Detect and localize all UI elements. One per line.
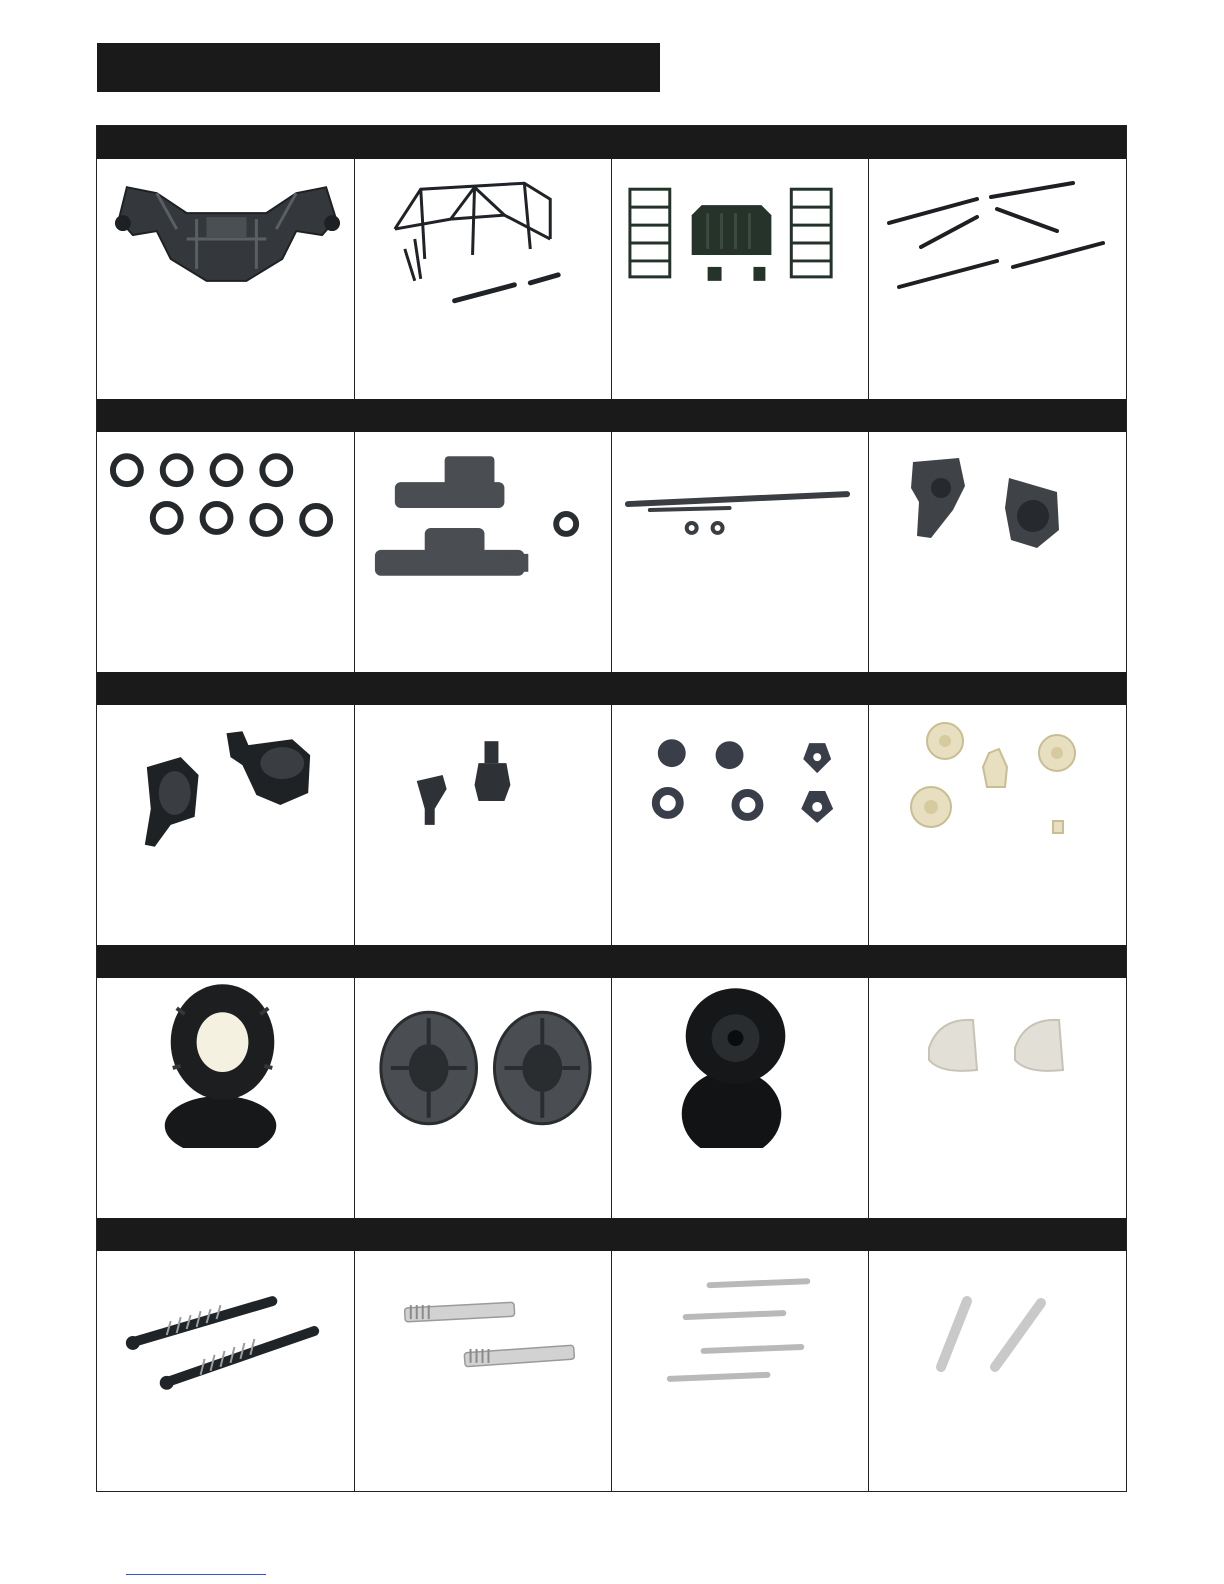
section-header <box>97 126 1126 159</box>
parts-section <box>97 945 1126 1219</box>
gear-set-icon <box>869 705 1126 875</box>
part-cell <box>612 705 869 945</box>
wheel-rims-icon <box>355 978 611 1148</box>
steering-link-icon <box>612 432 868 602</box>
part-cell <box>612 159 869 399</box>
footer-link[interactable] <box>126 1556 266 1575</box>
part-cell <box>97 705 355 945</box>
part-cell <box>869 1251 1126 1492</box>
part-cell <box>612 1251 869 1492</box>
pins-icon <box>612 1251 868 1421</box>
drive-shafts-icon <box>355 1251 611 1421</box>
parts-section <box>97 399 1126 673</box>
wheel-and-tire-assembly-icon <box>612 978 868 1148</box>
light-buckets-icon <box>869 978 1126 1148</box>
part-cell <box>355 1251 612 1492</box>
c-hub-icon <box>869 432 1126 602</box>
dowel-pins-icon <box>869 1251 1126 1421</box>
part-cell <box>97 1251 355 1492</box>
part-cell <box>612 432 869 672</box>
section-header <box>97 945 1126 978</box>
part-cell <box>869 159 1126 399</box>
parts-section <box>97 126 1126 400</box>
part-cell <box>869 705 1126 945</box>
part-cell <box>869 432 1126 672</box>
shock-absorbers-icon <box>97 1251 354 1421</box>
section-header <box>97 399 1126 432</box>
part-cell <box>869 978 1126 1218</box>
chassis-frame-icon <box>97 159 354 329</box>
bearing-rings-icon <box>97 432 354 602</box>
part-cell <box>97 159 355 399</box>
part-cell <box>612 978 869 1218</box>
parts-section <box>97 672 1126 946</box>
parts-grid <box>96 125 1127 1492</box>
page-title <box>97 43 660 92</box>
part-cell <box>355 432 612 672</box>
side-rails-and-battery-tray-icon <box>612 159 868 329</box>
part-cell <box>355 978 612 1218</box>
drive-cups-icon <box>355 705 611 875</box>
steering-knuckle-icon <box>97 705 354 875</box>
parts-section <box>97 1218 1126 1492</box>
axle-housings-icon <box>355 432 611 602</box>
part-cell <box>97 978 355 1218</box>
part-cell <box>355 159 612 399</box>
part-cell <box>355 705 612 945</box>
section-header <box>97 1218 1126 1251</box>
suspension-links-icon <box>869 159 1126 329</box>
part-cell <box>97 432 355 672</box>
roll-cage-icon <box>355 159 611 329</box>
section-header <box>97 672 1126 705</box>
shock-caps-icon <box>612 705 868 875</box>
tires-icon <box>97 978 354 1148</box>
